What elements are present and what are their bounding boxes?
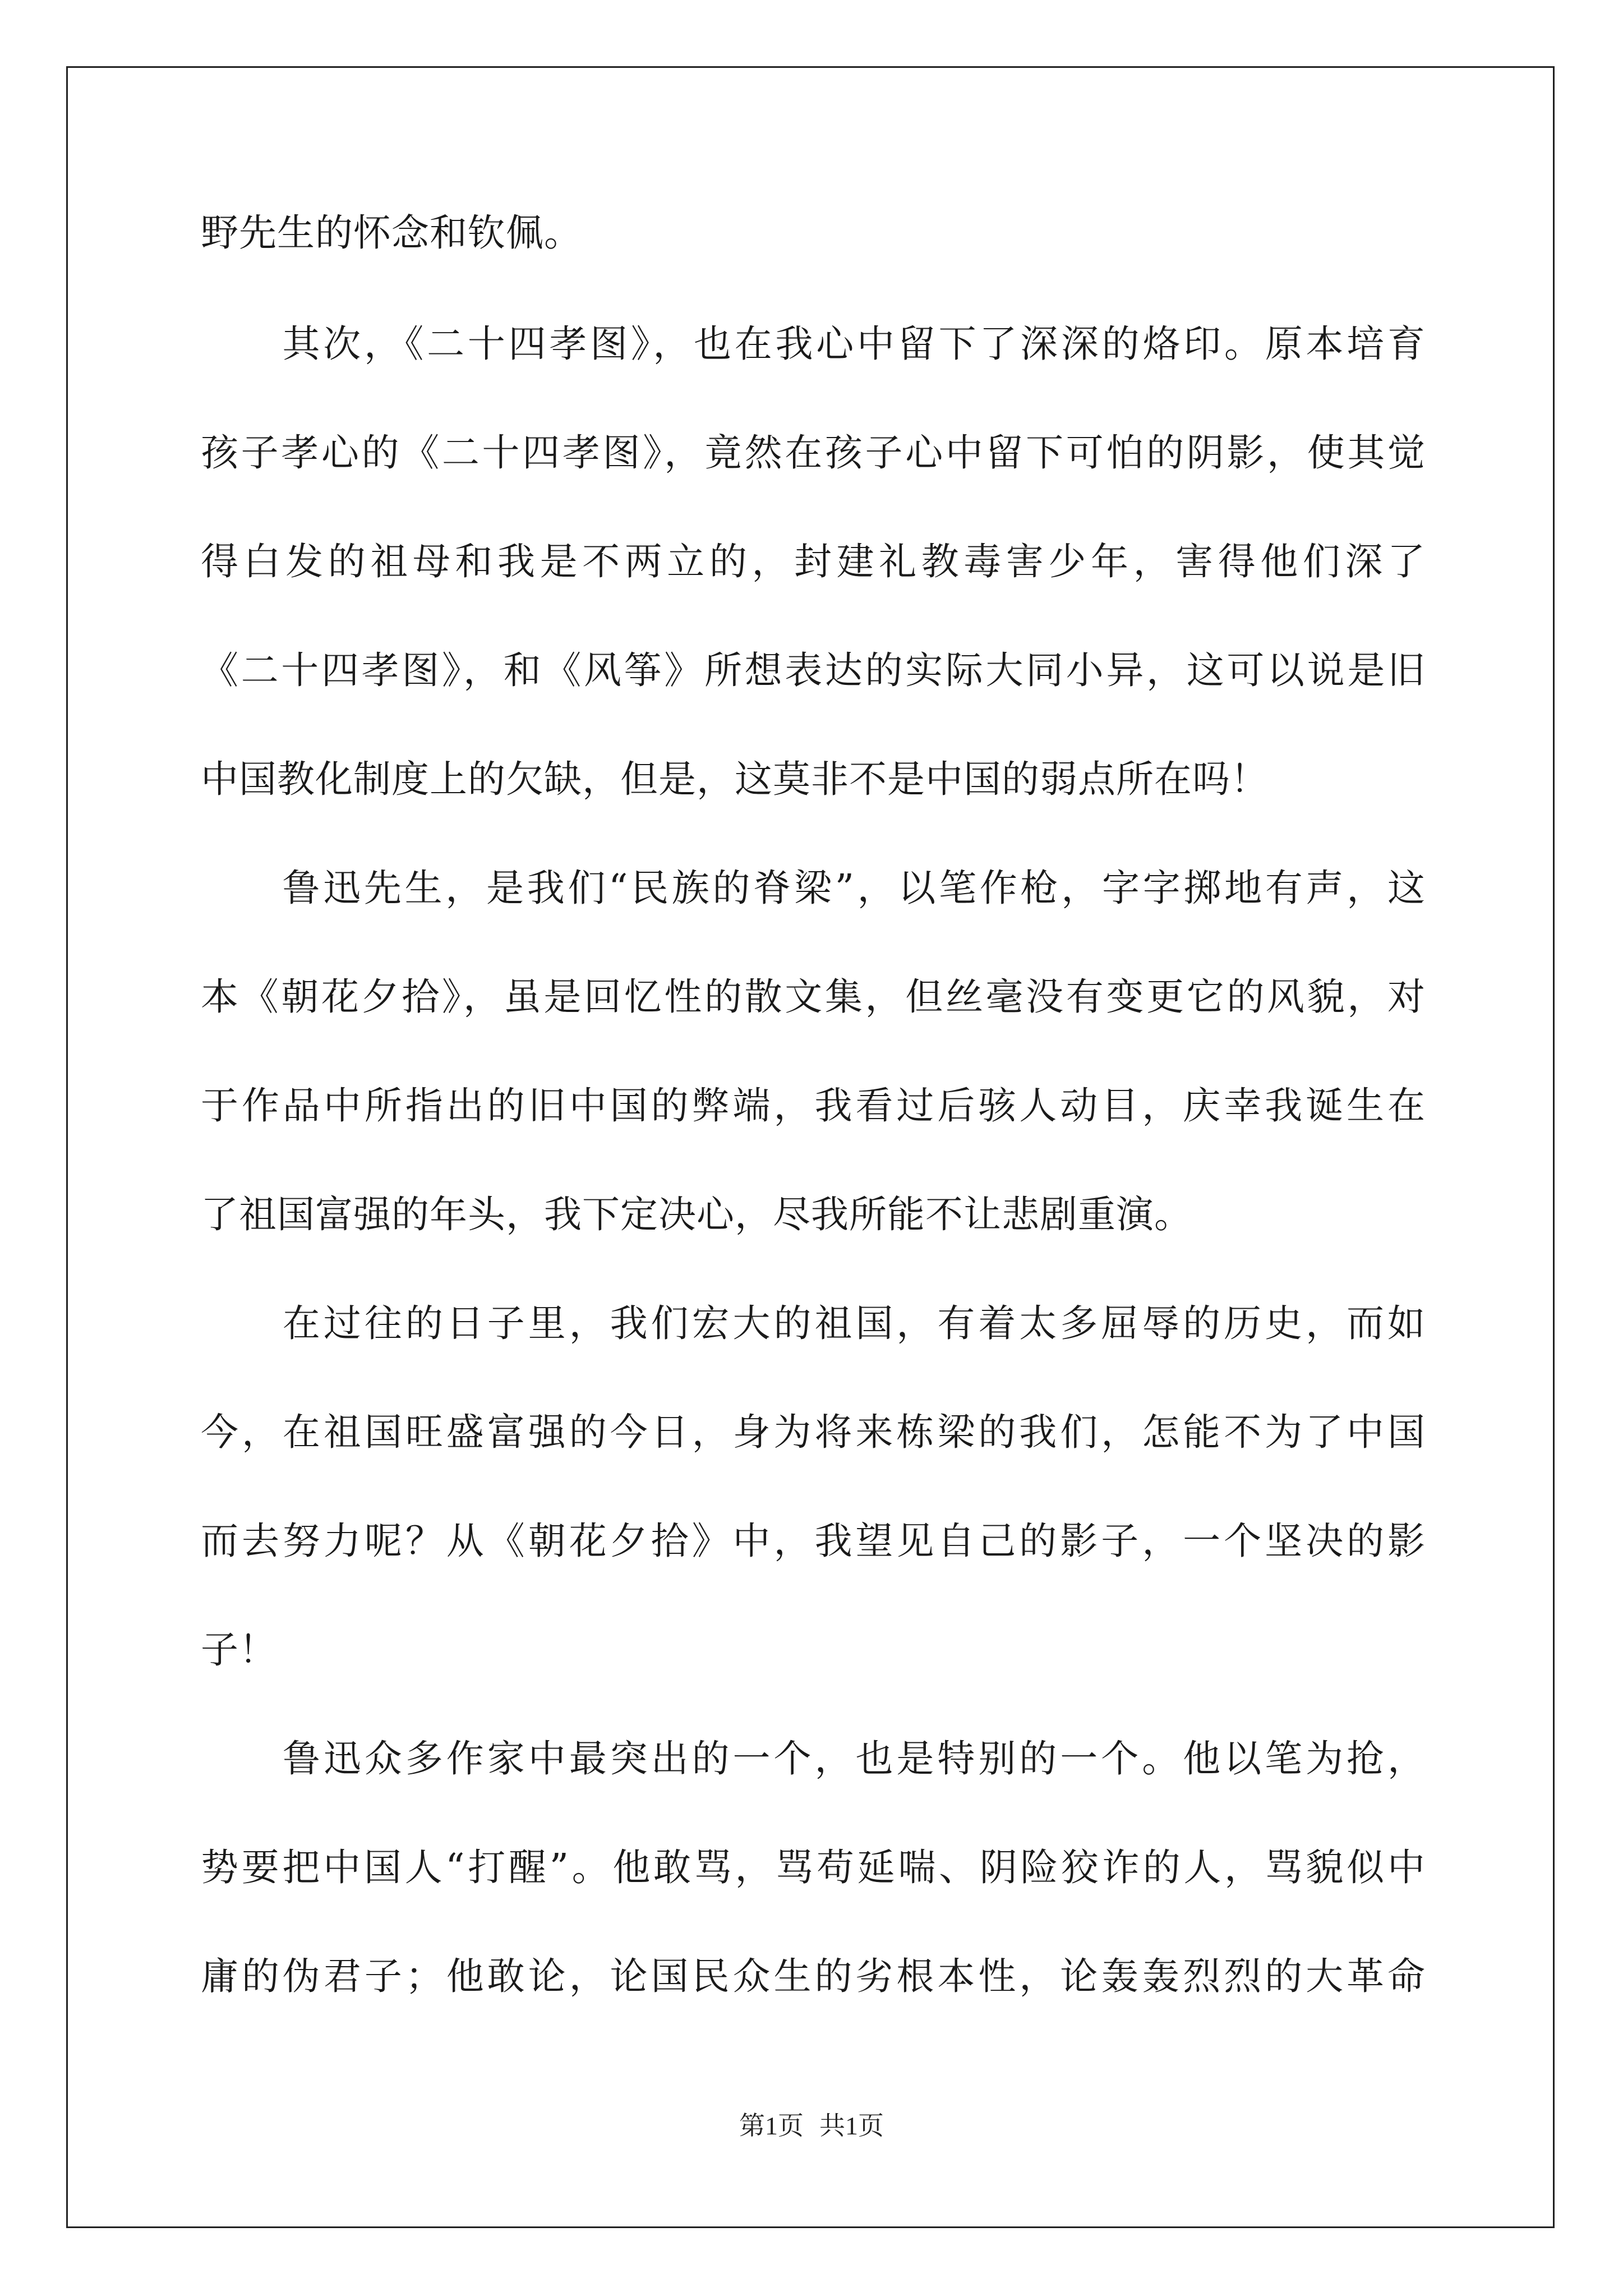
text-line: 得白发的祖母和我是不两立的，封建礼教毒害少年，害得他们深了 bbox=[201, 540, 1426, 583]
text-line: 今，在祖国旺盛富强的今日，身为将来栋梁的我们，怎能不为了中国 bbox=[201, 1410, 1426, 1454]
text-line: 庸的伪君子；他敢论，论国民众生的劣根本性，论轰轰烈烈的大革命 bbox=[201, 1954, 1426, 1998]
text-line: 野先生的怀念和钦佩。 bbox=[201, 211, 582, 255]
text-line: 于作品中所指出的旧中国的弊端，我看过后骇人动目，庆幸我诞生在 bbox=[201, 1084, 1426, 1128]
text-line: 了祖国富强的年头，我下定决心，尽我所能不让悲剧重演。 bbox=[201, 1193, 1192, 1236]
text-line: 鲁迅先生，是我们“民族的脊梁”，以笔作枪，字字掷地有声，这 bbox=[201, 866, 1426, 910]
page-number: 第1页 bbox=[739, 2111, 804, 2140]
text-line: 鲁迅众多作家中最突出的一个，也是特别的一个。他以笔为抢， bbox=[201, 1737, 1426, 1780]
text-line: 《二十四孝图》，和《风筝》所想表达的实际大同小异，这可以说是旧 bbox=[201, 648, 1426, 692]
text-line: 势要把中国人“打醒”。他敢骂，骂苟延喘、阴险狡诈的人，骂貌似中 bbox=[201, 1846, 1426, 1889]
text-line: 孩子孝心的《二十四孝图》，竟然在孩子心中留下可怕的阴影，使其觉 bbox=[201, 431, 1426, 475]
text-line: 在过往的日子里，我们宏大的祖国，有着太多屈辱的历史，而如 bbox=[201, 1301, 1426, 1345]
page-border bbox=[66, 66, 1555, 2228]
text-line: 本《朝花夕拾》，虽是回忆性的散文集，但丝毫没有变更它的风貌，对 bbox=[201, 975, 1426, 1019]
text-line: 子！ bbox=[201, 1628, 277, 1672]
text-line: 而去努力呢？从《朝花夕拾》中，我望见自己的影子，一个坚决的影 bbox=[201, 1519, 1426, 1563]
page-total: 共1页 bbox=[819, 2111, 884, 2140]
text-line: 其次，《二十四孝图》，也在我心中留下了深深的烙印。原本培育 bbox=[201, 322, 1426, 366]
text-line: 中国教化制度上的欠缺，但是，这莫非不是中国的弱点所在吗！ bbox=[201, 757, 1269, 801]
page-footer bbox=[0, 2109, 1623, 2143]
